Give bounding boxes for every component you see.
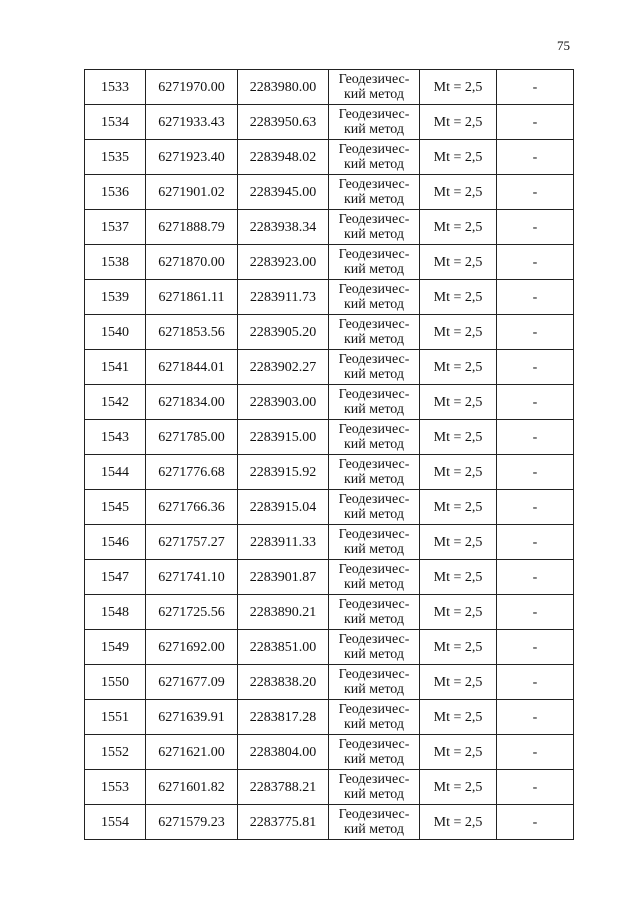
point-number-cell: 1538 [85,245,146,280]
point-number-cell: 1548 [85,595,146,630]
method-cell [329,245,420,280]
y-coordinate-cell: 2283915.00 [238,420,329,455]
x-coordinate-cell: 6271579.23 [146,805,238,840]
accuracy-cell: Mt = 2,5 [420,245,497,280]
table-row [85,140,574,175]
method-text-line: Геодезичес- [338,527,410,542]
method-text-line: Геодезичес- [338,597,410,612]
x-coordinate-cell: 6271834.00 [146,385,238,420]
accuracy-cell: Mt = 2,5 [420,315,497,350]
method-text-line: кий метод [343,507,404,522]
point-number-cell: 1535 [85,140,146,175]
table-row [85,525,574,560]
method-text-line: Геодезичес- [338,107,410,122]
x-coordinate-cell: 6271785.00 [146,420,238,455]
note-cell: - [497,105,574,140]
method-cell [329,140,420,175]
method-cell [329,105,420,140]
accuracy-cell: Mt = 2,5 [420,280,497,315]
method-text-line: кий метод [343,157,404,172]
method-text-line: кий метод [343,542,404,557]
accuracy-cell: Mt = 2,5 [420,140,497,175]
x-coordinate-cell: 6271757.27 [146,525,238,560]
method-cell [329,210,420,245]
method-text-line: Геодезичес- [338,177,410,192]
method-cell [329,700,420,735]
point-number-cell: 1540 [85,315,146,350]
method-cell [329,385,420,420]
accuracy-cell: Mt = 2,5 [420,105,497,140]
accuracy-cell: Mt = 2,5 [420,350,497,385]
method-cell [329,350,420,385]
note-cell: - [497,175,574,210]
note-cell: - [497,210,574,245]
method-text-line: кий метод [343,717,404,732]
y-coordinate-cell: 2283915.04 [238,490,329,525]
method-cell [329,420,420,455]
x-coordinate-cell: 6271923.40 [146,140,238,175]
table-row [85,735,574,770]
note-cell: - [497,700,574,735]
method-text-line: Геодезичес- [338,72,410,87]
method-cell [329,280,420,315]
method-cell [329,455,420,490]
y-coordinate-cell: 2283890.21 [238,595,329,630]
method-text-line: Геодезичес- [338,632,410,647]
method-cell [329,70,420,105]
point-number-cell: 1539 [85,280,146,315]
method-cell [329,735,420,770]
x-coordinate-cell: 6271861.11 [146,280,238,315]
y-coordinate-cell: 2283902.27 [238,350,329,385]
table-row [85,665,574,700]
accuracy-cell: Mt = 2,5 [420,385,497,420]
method-cell [329,805,420,840]
method-text-line: кий метод [343,822,404,837]
x-coordinate-cell: 6271639.91 [146,700,238,735]
note-cell: - [497,315,574,350]
point-number-cell: 1542 [85,385,146,420]
table-row [85,210,574,245]
x-coordinate-cell: 6271766.36 [146,490,238,525]
method-text-line: кий метод [343,402,404,417]
coordinates-table [84,69,574,840]
method-text-line: кий метод [343,787,404,802]
note-cell: - [497,525,574,560]
note-cell: - [497,595,574,630]
table-row [85,560,574,595]
x-coordinate-cell: 6271870.00 [146,245,238,280]
table-row [85,105,574,140]
y-coordinate-cell: 2283838.20 [238,665,329,700]
y-coordinate-cell: 2283901.87 [238,560,329,595]
accuracy-cell: Mt = 2,5 [420,595,497,630]
point-number-cell: 1544 [85,455,146,490]
point-number-cell: 1552 [85,735,146,770]
point-number-cell: 1534 [85,105,146,140]
method-text-line: кий метод [343,122,404,137]
method-text-line: кий метод [343,332,404,347]
table-row [85,175,574,210]
method-text-line: Геодезичес- [338,772,410,787]
note-cell: - [497,560,574,595]
accuracy-cell: Mt = 2,5 [420,525,497,560]
y-coordinate-cell: 2283938.34 [238,210,329,245]
method-text-line: Геодезичес- [338,702,410,717]
note-cell: - [497,420,574,455]
method-text-line: кий метод [343,437,404,452]
method-text-line: кий метод [343,262,404,277]
table-row [85,805,574,840]
method-text-line: Геодезичес- [338,492,410,507]
accuracy-cell: Mt = 2,5 [420,420,497,455]
accuracy-cell: Mt = 2,5 [420,490,497,525]
method-text-line: Геодезичес- [338,457,410,472]
note-cell: - [497,770,574,805]
method-text-line: Геодезичес- [338,387,410,402]
method-text-line: кий метод [343,87,404,102]
x-coordinate-cell: 6271888.79 [146,210,238,245]
method-text-line: кий метод [343,472,404,487]
method-text-line: кий метод [343,367,404,382]
x-coordinate-cell: 6271844.01 [146,350,238,385]
table-row [85,700,574,735]
method-text-line: Геодезичес- [338,282,410,297]
method-cell [329,665,420,700]
page-number: 75 [557,38,570,53]
point-number-cell: 1536 [85,175,146,210]
method-text-line: кий метод [343,612,404,627]
point-number-cell: 1550 [85,665,146,700]
method-cell [329,630,420,665]
point-number-cell: 1543 [85,420,146,455]
method-text-line: Геодезичес- [338,667,410,682]
accuracy-cell: Mt = 2,5 [420,70,497,105]
x-coordinate-cell: 6271601.82 [146,770,238,805]
method-cell [329,770,420,805]
table-row [85,490,574,525]
x-coordinate-cell: 6271776.68 [146,455,238,490]
method-text-line: Геодезичес- [338,317,410,332]
x-coordinate-cell: 6271621.00 [146,735,238,770]
accuracy-cell: Mt = 2,5 [420,210,497,245]
method-text-line: Геодезичес- [338,422,410,437]
x-coordinate-cell: 6271741.10 [146,560,238,595]
coordinates-table-body [85,70,574,840]
point-number-cell: 1533 [85,70,146,105]
point-number-cell: 1549 [85,630,146,665]
y-coordinate-cell: 2283817.28 [238,700,329,735]
method-text-line: Геодезичес- [338,142,410,157]
note-cell: - [497,735,574,770]
point-number-cell: 1547 [85,560,146,595]
point-number-cell: 1546 [85,525,146,560]
y-coordinate-cell: 2283905.20 [238,315,329,350]
method-text-line: Геодезичес- [338,247,410,262]
table-row [85,630,574,665]
note-cell: - [497,455,574,490]
note-cell: - [497,350,574,385]
method-cell [329,560,420,595]
method-text-line: Геодезичес- [338,212,410,227]
y-coordinate-cell: 2283915.92 [238,455,329,490]
x-coordinate-cell: 6271901.02 [146,175,238,210]
table-row [85,280,574,315]
table-row [85,420,574,455]
accuracy-cell: Mt = 2,5 [420,770,497,805]
point-number-cell: 1541 [85,350,146,385]
y-coordinate-cell: 2283950.63 [238,105,329,140]
table-row [85,245,574,280]
table-row [85,595,574,630]
y-coordinate-cell: 2283980.00 [238,70,329,105]
y-coordinate-cell: 2283804.00 [238,735,329,770]
accuracy-cell: Mt = 2,5 [420,700,497,735]
x-coordinate-cell: 6271677.09 [146,665,238,700]
method-cell [329,595,420,630]
table-row [85,385,574,420]
table-row [85,315,574,350]
accuracy-cell: Mt = 2,5 [420,665,497,700]
point-number-cell: 1553 [85,770,146,805]
y-coordinate-cell: 2283903.00 [238,385,329,420]
method-text-line: кий метод [343,577,404,592]
method-text-line: кий метод [343,297,404,312]
x-coordinate-cell: 6271692.00 [146,630,238,665]
y-coordinate-cell: 2283788.21 [238,770,329,805]
table-row [85,770,574,805]
point-number-cell: 1545 [85,490,146,525]
note-cell: - [497,385,574,420]
y-coordinate-cell: 2283945.00 [238,175,329,210]
method-text-line: Геодезичес- [338,562,410,577]
method-text-line: кий метод [343,682,404,697]
x-coordinate-cell: 6271725.56 [146,595,238,630]
x-coordinate-cell: 6271970.00 [146,70,238,105]
method-text-line: кий метод [343,647,404,662]
method-text-line: кий метод [343,192,404,207]
note-cell: - [497,140,574,175]
table-row [85,455,574,490]
note-cell: - [497,70,574,105]
x-coordinate-cell: 6271853.56 [146,315,238,350]
note-cell: - [497,630,574,665]
table-row [85,70,574,105]
method-cell [329,315,420,350]
note-cell: - [497,245,574,280]
method-text-line: кий метод [343,227,404,242]
accuracy-cell: Mt = 2,5 [420,630,497,665]
y-coordinate-cell: 2283775.81 [238,805,329,840]
y-coordinate-cell: 2283911.73 [238,280,329,315]
point-number-cell: 1554 [85,805,146,840]
method-cell [329,525,420,560]
y-coordinate-cell: 2283911.33 [238,525,329,560]
method-cell [329,490,420,525]
accuracy-cell: Mt = 2,5 [420,175,497,210]
point-number-cell: 1537 [85,210,146,245]
y-coordinate-cell: 2283851.00 [238,630,329,665]
accuracy-cell: Mt = 2,5 [420,560,497,595]
table-row [85,350,574,385]
accuracy-cell: Mt = 2,5 [420,805,497,840]
note-cell: - [497,490,574,525]
method-text-line: Геодезичес- [338,807,410,822]
accuracy-cell: Mt = 2,5 [420,455,497,490]
y-coordinate-cell: 2283948.02 [238,140,329,175]
accuracy-cell: Mt = 2,5 [420,735,497,770]
method-cell [329,175,420,210]
y-coordinate-cell: 2283923.00 [238,245,329,280]
method-text-line: Геодезичес- [338,737,410,752]
note-cell: - [497,665,574,700]
method-text-line: кий метод [343,752,404,767]
x-coordinate-cell: 6271933.43 [146,105,238,140]
note-cell: - [497,805,574,840]
method-text-line: Геодезичес- [338,352,410,367]
point-number-cell: 1551 [85,700,146,735]
note-cell: - [497,280,574,315]
